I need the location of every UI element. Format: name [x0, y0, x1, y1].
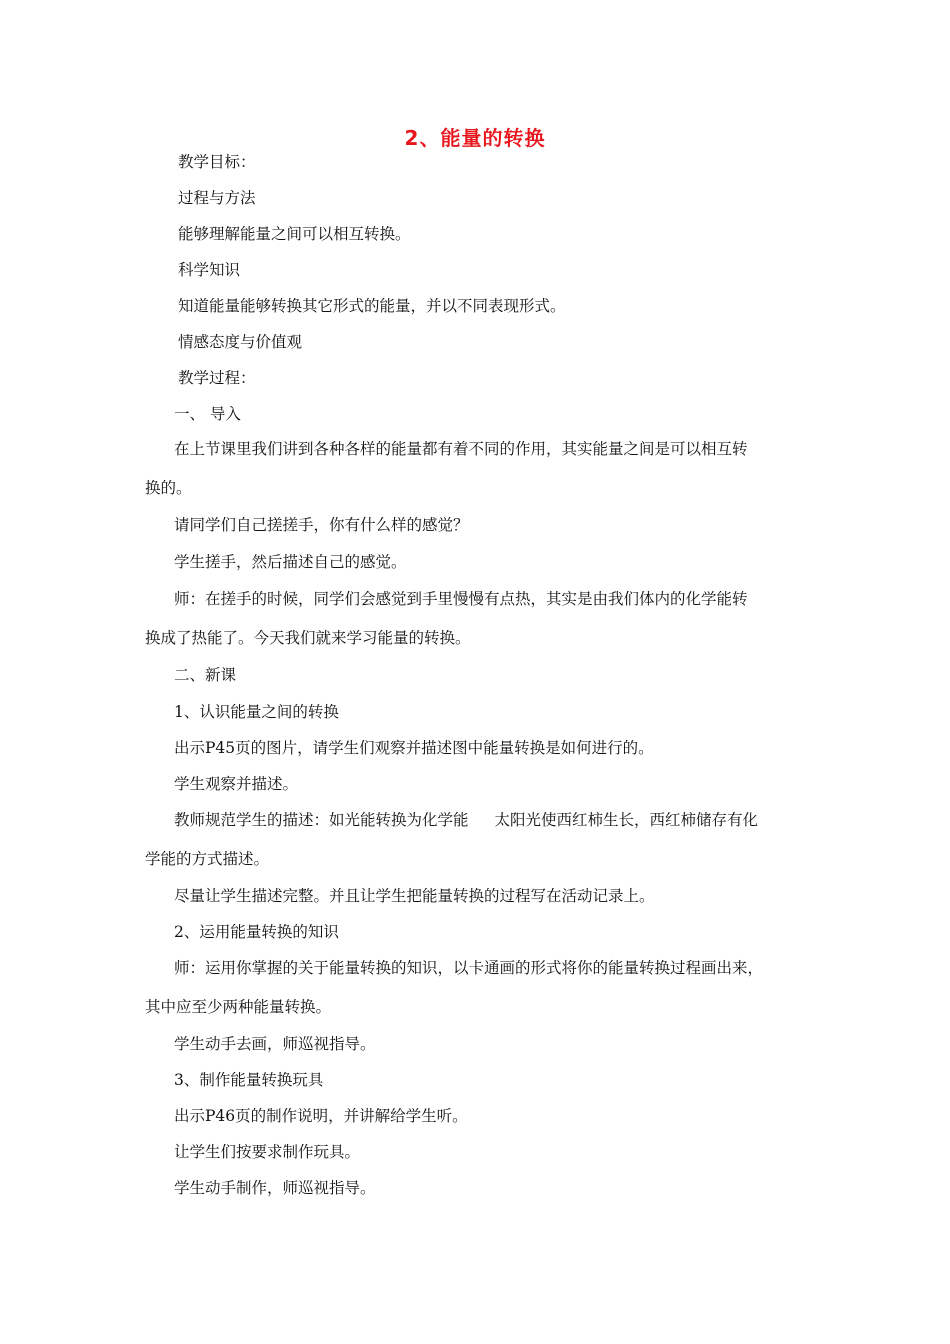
- paragraph: 师：在搓手的时候，同学们会感觉到手里慢慢有点热，其实是由我们体内的化学能转: [174, 590, 748, 608]
- paragraph: 师：运用你掌握的关于能量转换的知识，以卡通画的形式将你的能量转换过程画出来，: [174, 959, 764, 977]
- paragraph: 学生搓手，然后描述自己的感觉。: [174, 553, 407, 571]
- paragraph: [174, 810, 758, 830]
- process-method-heading: 过程与方法: [178, 189, 256, 207]
- attitude-values-heading: 情感态度与价值观: [178, 333, 303, 351]
- paragraph-continuation: 学能的方式描述。: [145, 850, 270, 868]
- paragraph: 学生观察并描述。: [174, 775, 299, 793]
- paragraph: 出示P46页的制作说明，并讲解给学生听。: [174, 1107, 468, 1125]
- paragraph-part: 教师规范学生的描述：如光能转换为化学能: [174, 811, 469, 829]
- science-knowledge-heading: 科学知识: [178, 261, 241, 279]
- paragraph: 学生动手制作，师巡视指导。: [174, 1179, 376, 1197]
- paragraph: 让学生们按要求制作玩具。: [174, 1143, 361, 1161]
- paragraph: 知道能量能够转换其它形式的能量，并以不同表现形式。: [178, 297, 566, 315]
- paragraph-continuation: 换成了热能了。今天我们就来学习能量的转换。: [145, 629, 471, 647]
- subsection-heading: 2、运用能量转换的知识: [174, 923, 339, 941]
- paragraph-continuation: 换的。: [145, 479, 192, 497]
- paragraph: 能够理解能量之间可以相互转换。: [178, 225, 411, 243]
- paragraph-continuation: 其中应至少两种能量转换。: [145, 998, 332, 1016]
- section-heading-intro: 一、 导入: [174, 405, 241, 423]
- section-heading-new-lesson: 二、新课: [174, 666, 237, 684]
- subsection-heading: 3、制作能量转换玩具: [174, 1071, 324, 1089]
- document-title: 2、能量的转换: [404, 126, 546, 150]
- subsection-heading: 1、认识能量之间的转换: [174, 703, 339, 721]
- paragraph: 请同学们自己搓搓手，你有什么样的感觉？: [174, 516, 469, 534]
- paragraph: 学生动手去画，师巡视指导。: [174, 1035, 376, 1053]
- paragraph-part: 太阳光使西红柿生长，西红柿储存有化: [494, 811, 759, 829]
- teaching-goals-heading: 教学目标：: [178, 153, 256, 171]
- paragraph: 尽量让学生描述完整。并且让学生把能量转换的过程写在活动记录上。: [174, 887, 655, 905]
- paragraph: 出示P45页的图片，请学生们观察并描述图中能量转换是如何进行的。: [174, 739, 654, 757]
- paragraph: 在上节课里我们讲到各种各样的能量都有着不同的作用，其实能量之间是可以相互转: [174, 440, 748, 458]
- teaching-process-heading: 教学过程：: [178, 369, 256, 387]
